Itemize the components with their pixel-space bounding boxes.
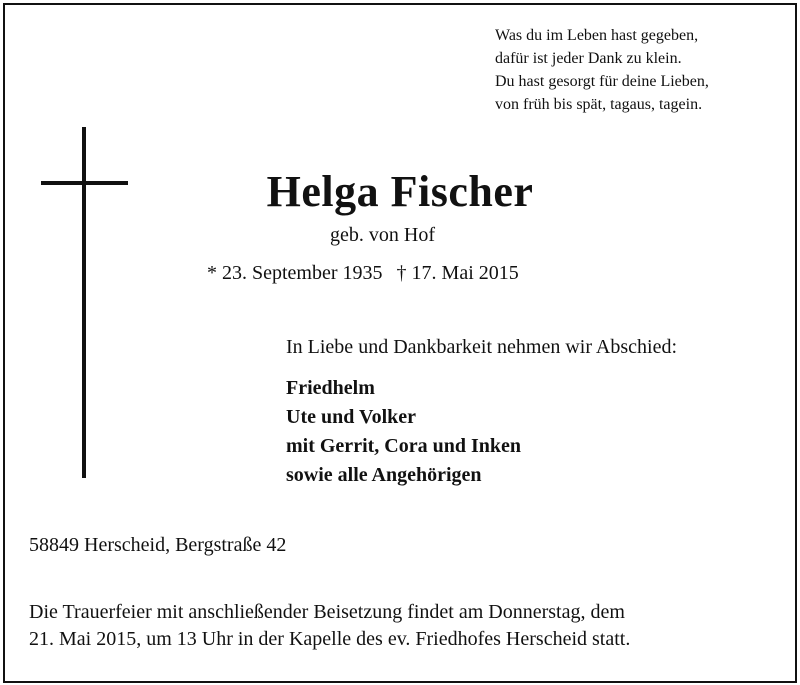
family-address: 58849 Herscheid, Bergstraße 42 xyxy=(29,534,287,556)
service-line: 21. Mai 2015, um 13 Uhr in der Kapelle des ev. Friedhofes Herscheid statt. xyxy=(29,628,631,650)
mourner-name: sowie alle Angehörigen xyxy=(286,464,482,486)
funeral-service-info xyxy=(29,599,779,653)
mourner-name: Ute und Volker xyxy=(286,406,417,428)
mourner-name: mit Gerrit, Cora und Inken xyxy=(286,435,521,457)
memorial-poem xyxy=(495,24,785,116)
poem-line: dafür ist jeder Dank zu klein. xyxy=(495,50,682,67)
life-dates xyxy=(207,262,519,285)
service-line: Die Trauerfeier mit anschließender Beisetzung findet am Donnerstag, dem xyxy=(29,601,625,623)
birth-date: * 23. September 1935 xyxy=(207,262,383,284)
poem-line: Du hast gesorgt für deine Lieben, xyxy=(495,73,709,90)
death-date: † 17. Mai 2015 xyxy=(396,262,519,284)
maiden-name: geb. von Hof xyxy=(330,224,435,246)
poem-line: Was du im Leben hast gegeben, xyxy=(495,27,699,44)
deceased-name: Helga Fischer xyxy=(266,167,534,216)
farewell-intro: In Liebe und Dankbarkeit nehmen wir Abschied: xyxy=(286,336,677,358)
mourners-list xyxy=(286,374,521,490)
mourner-name: Friedhelm xyxy=(286,377,375,399)
poem-line: von früh bis spät, tagaus, tagein. xyxy=(495,96,703,113)
